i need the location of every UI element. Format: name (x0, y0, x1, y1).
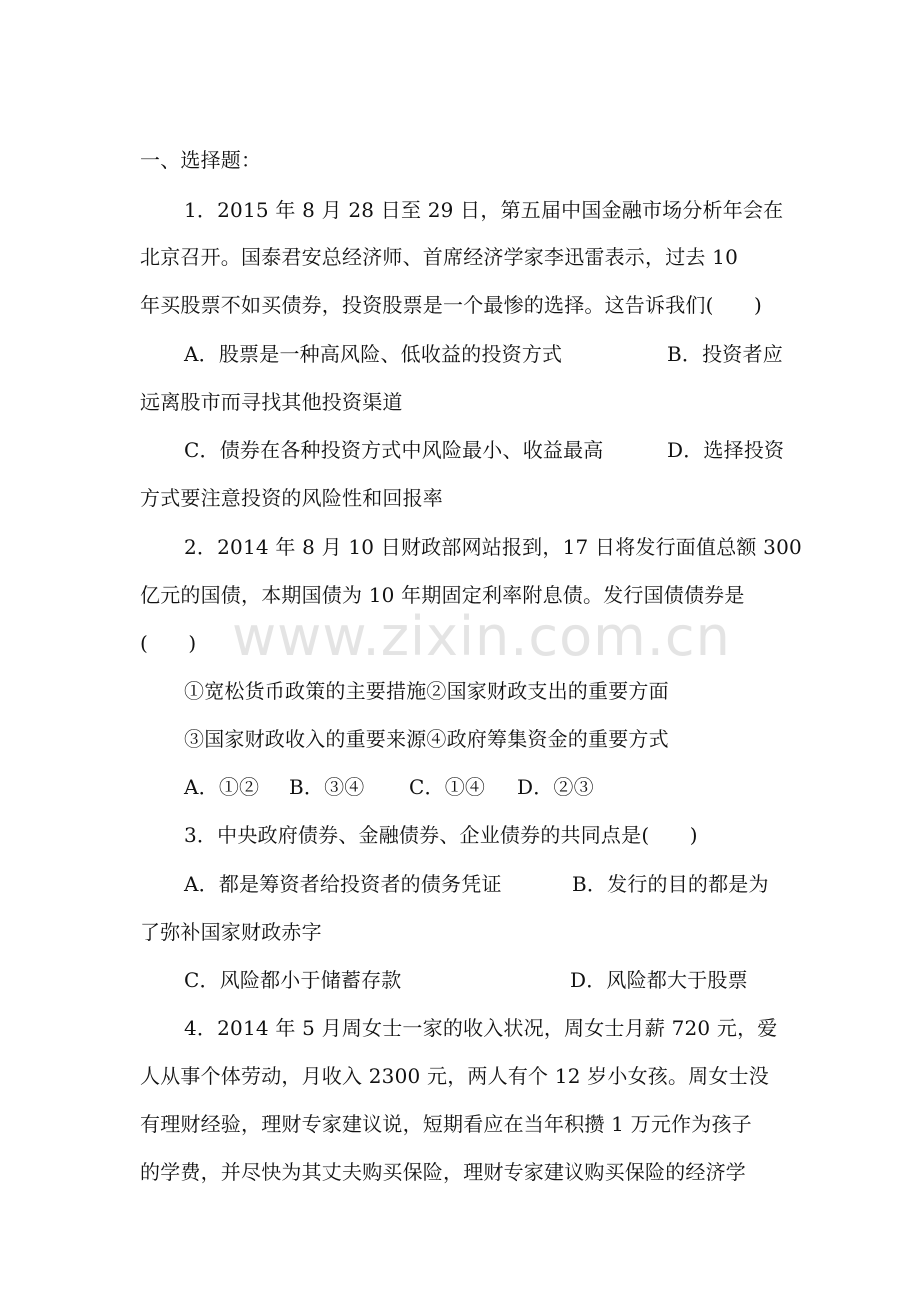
q3-option-b-cont: 了弥补国家财政赤字 (140, 920, 322, 944)
q2-option-d: D．②③ (517, 775, 594, 799)
watermark: www.zixin.com.cn (232, 605, 731, 668)
q2-statement-1: ①宽松货币政策的主要措施②国家财政支出的重要方面 (184, 679, 669, 703)
q4-line-2: 人从事个体劳动，月收入 2300 元，两人有个 12 岁小女孩。周女士没 (140, 1064, 769, 1088)
q3-option-c: C．风险都小于储蓄存款 (184, 968, 402, 992)
q2-option-c: C．①④ (409, 775, 486, 799)
q1-option-a: A．股票是一种高风险、低收益的投资方式 (184, 342, 563, 366)
q2-option-a: A．①② (184, 775, 260, 799)
q4-line-1: 4．2014 年 5 月周女士一家的收入状况，周女士月薪 720 元，爱 (184, 1016, 778, 1040)
q3-option-a: A．都是筹资者给投资者的债务凭证 (184, 872, 502, 896)
q1-line-1: 1．2015 年 8 月 28 日至 29 日，第五届中国金融市场分析年会在 (184, 198, 784, 222)
q2-line-2: 亿元的国债，本期国债为 10 年期固定利率附息债。发行国债债券是 (140, 583, 745, 607)
q4-line-4: 的学费，并尽快为其丈夫购买保险，理财专家建议购买保险的经济学 (140, 1160, 746, 1184)
q1-line-2: 北京召开。国泰君安总经济师、首席经济学家李迅雷表示，过去 10 (140, 245, 739, 269)
q3-option-b: B．发行的目的都是为 (572, 872, 769, 896)
q2-line-1: 2．2014 年 8 月 10 日财政部网站报到，17 日将发行面值总额 300 (184, 535, 802, 559)
q1-line-3: 年买股票不如买债券，投资股票是一个最惨的选择。这告诉我们( ) (140, 293, 763, 317)
q3-option-d: D．风险都大于股票 (570, 968, 748, 992)
q1-option-b: B．投资者应 (667, 342, 783, 366)
q4-line-3: 有理财经验，理财专家建议说，短期看应在当年积攒 1 万元作为孩子 (140, 1112, 752, 1136)
q2-statement-2: ③国家财政收入的重要来源④政府筹集资金的重要方式 (184, 727, 669, 751)
q3-line-1: 3．中央政府债券、金融债券、企业债券的共同点是( ) (184, 823, 698, 847)
q1-option-c: C．债券在各种投资方式中风险最小、收益最高 (184, 438, 604, 462)
q1-option-d: D．选择投资 (667, 438, 785, 462)
q1-option-d-cont: 方式要注意投资的风险性和回报率 (140, 486, 443, 510)
q2-line-3: ( ) (140, 631, 197, 655)
q2-option-b: B．③④ (289, 775, 365, 799)
q1-option-b-cont: 远离股市而寻找其他投资渠道 (140, 390, 403, 414)
section-title: 一、选择题： (140, 148, 262, 172)
